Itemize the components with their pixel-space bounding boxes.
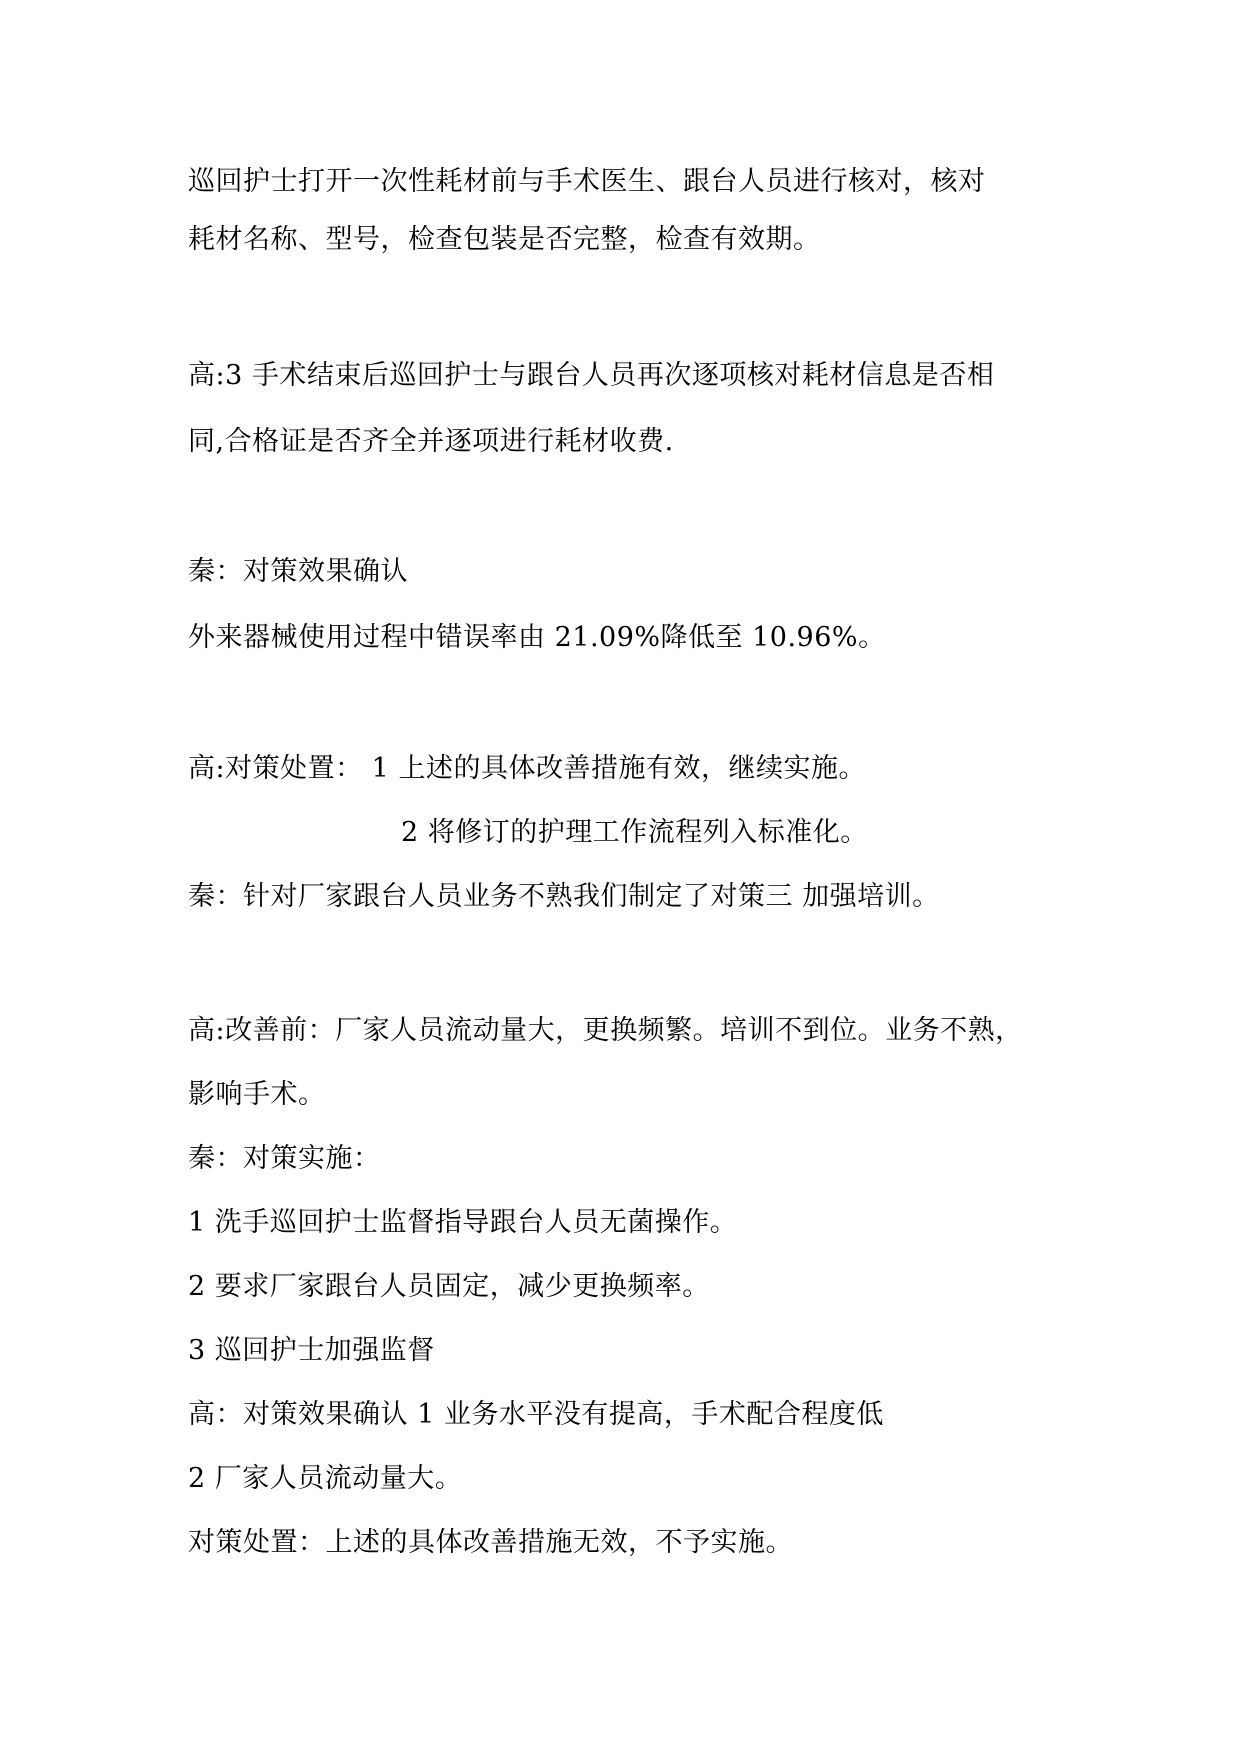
paragraph-line: 高：对策效果确认 1 业务水平没有提高，手术配合程度低 [188, 1399, 884, 1430]
list-item: 1 洗手巡回护士监督指导跟台人员无菌操作。 [188, 1207, 738, 1238]
list-item: 2 要求厂家跟台人员固定，减少更换频率。 [188, 1271, 710, 1302]
paragraph-line: 秦：对策实施： [188, 1143, 381, 1174]
list-item: 3 巡回护士加强监督 [188, 1335, 435, 1366]
paragraph-line: 高:改善前：厂家人员流动量大，更换频繁。培训不到位。业务不熟， [188, 1015, 1023, 1046]
paragraph-line: 同,合格证是否齐全并逐项进行耗材收费. [188, 426, 674, 457]
paragraph-line: 秦：对策效果确认 [188, 556, 408, 587]
paragraph-line: 影响手术。 [188, 1079, 326, 1110]
paragraph-line: 外来器械使用过程中错误率由 21.09%降低至 10.96%。 [188, 622, 886, 653]
paragraph-line: 巡回护士打开一次性耗材前与手术医生、跟台人员进行核对，核对 [188, 166, 986, 197]
paragraph-line: 高:3 手术结束后巡回护士与跟台人员再次逐项核对耗材信息是否相 [188, 360, 995, 391]
paragraph-line: 秦：针对厂家跟台人员业务不熟我们制定了对策三 加强培训。 [188, 881, 940, 912]
paragraph-line: 耗材名称、型号，检查包装是否完整，检查有效期。 [188, 224, 821, 255]
paragraph-line: 2 将修订的护理工作流程列入标准化。 [401, 817, 868, 848]
paragraph-line: 高:对策处置： 1 上述的具体改善措施有效，继续实施。 [188, 753, 866, 784]
paragraph-line: 对策处置：上述的具体改善措施无效，不予实施。 [188, 1527, 793, 1558]
list-item: 2 厂家人员流动量大。 [188, 1463, 463, 1494]
